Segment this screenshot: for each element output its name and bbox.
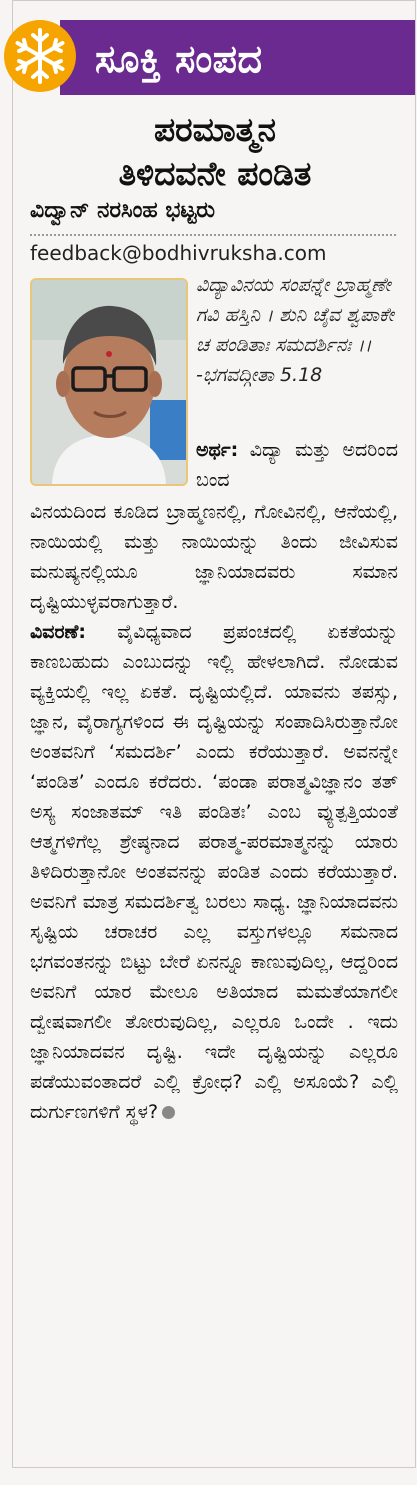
meaning-text-part-1: ವಿದ್ಯಾ ಮತ್ತು ಅದರಿಂದ ಬಂದ xyxy=(196,439,398,491)
headline xyxy=(20,108,410,196)
snowflake-icon xyxy=(4,20,76,92)
sanskrit-verse: ವಿದ್ಯಾವಿನಯ ಸಂಪನ್ನೇ ಬ್ರಾಹ್ಮಣೇ ಗವಿ ಹಸ್ತಿನಿ । ಶುನಿ ಚೈವ ಶ್ವಪಾಕೇ ಚ ಪಂಡಿತಾಃ ಸಮದರ್ಶಿನಃ ।। -ಭಗವದ್ಗೀತಾ 5.18 xyxy=(196,274,394,386)
meaning-text-part-2: ವಿನಯದಿಂದ ಕೂಡಿದ ಬ್ರಾಹ್ಮಣನಲ್ಲಿ, ಗೋವಿನಲ್ಲಿ, ಆನೆಯಲ್ಲಿ, ನಾಯಿಯಲ್ಲಿ ಮತ್ತು ನಾಯಿಯನ್ನು ತಿಂದು ಜೀವಿಸುವ ಮನುಷ್ಯನಲ್ಲಿಯೂ ಜ್ಞಾನಿಯಾದವರು ಸಮಾನ ದೃಷ್ಟಿಯುಳ್ಳವರಾಗುತ್ತಾರೆ. xyxy=(30,501,398,613)
section-title: ಸೂಕ್ತಿ ಸಂಪದ xyxy=(95,37,263,81)
meaning-start xyxy=(196,435,398,495)
meaning-label: ಅರ್ಥ: xyxy=(196,439,239,461)
explanation-text: ವೈವಿಧ್ಯವಾದ ಪ್ರಪಂಚದಲ್ಲಿ ಏಕತೆಯನ್ನು ಕಾಣಬಹುದು ಎಂಬುದನ್ನು ಇಲ್ಲಿ ಹೇಳಲಾಗಿದೆ. ನೋಡುವ ವ್ಯಕ್ತಿಯಲ್ಲಿ ಇಲ್ಲ ಏಕತೆ. ದೃಷ್ಟಿಯಲ್ಲಿದೆ. ಯಾವನು ತಪಸ್ಸು, ಜ್ಞಾನ, ವೈರಾಗ್ಯಗಳಿಂದ ಈ ದೃಷ್ಟಿಯನ್ನು ಸಂಪಾದಿಸಿರುತ್ತಾನೋ ಅಂತವನಿಗೆ ‘ಸಮದರ್ಶಿ’ ಎಂದು ಕರೆಯುತ್ತಾರೆ. ಅವನನ್ನೇ ‘ಪಂಡಿತ’ ಎಂದೂ ಕರೆದರು. ‘ಪಂಡಾ ಪರಾತ್ಮವಿಜ್ಞಾನಂ ತತ್ ಅಸ್ಯ ಸಂಜಾತಮ್ ಇತಿ ಪಂಡಿತಃ’ ಎಂಬ ವ್ಯುತ್ಪತ್ತಿಯಂತೆ ಆತ್ಮಗಳಿಗೆಲ್ಲ ಶ್ರೇಷ್ಠನಾದ ಪರಾತ್ಮ-ಪರಮಾತ್ಮನನ್ನು ಯಾರು ತಿಳಿದಿರುತ್ತಾನೋ ಅಂತವನನ್ನು ಪಂಡಿತ ಎಂದು ಕರೆಯುತ್ತಾರೆ. ಅವನಿಗೆ ಮಾತ್ರ ಸಮದರ್ಶಿತ್ವ ಬರಲು ಸಾಧ್ಯ. ಜ್ಞಾನಿಯಾದವನು ಸೃಷ್ಟಿಯ ಚರಾಚರ ಎಲ್ಲ ವಸ್ತುಗಳಲ್ಲೂ ಸಮನಾದ ಭಗವಂತನನ್ನು ಬಿಟ್ಟು ಬೇರೆ ಏನನ್ನೂ ಕಾಣುವುದಿಲ್ಲ, ಆದ್ದರಿಂದ ಅವನಿಗೆ ಯಾರ ಮೇಲೂ ಅತಿಯಾದ ಮಮತೆಯಾಗಲೀ ದ್ವೇಷವಾಗಲೀ ತೋರುವುದಿಲ್ಲ, ಎಲ್ಲರೂ ಒಂದೇ . ಇದು ಜ್ಞಾನಿಯಾದವನ ದೃಷ್ಟಿ. ಇದೇ ದೃಷ್ಟಿಯನ್ನು ಎಲ್ಲರೂ ಪಡೆಯುವಂತಾದರೆ ಎಲ್ಲಿ ಕ್ರೋಧ? ಎಲ್ಲಿ ಅಸೂಯೆ? ಎಲ್ಲಿ ದುರ್ಗುಣಗಳಿಗೆ ಸ್ಥಳ? xyxy=(30,621,398,1123)
headline-line-1: ಪರಮಾತ್ಮನ xyxy=(154,110,276,149)
dotted-divider xyxy=(30,234,396,236)
article-body xyxy=(30,497,398,1127)
author-byline: ವಿದ್ವಾನ್ ನರಸಿಂಹ ಭಟ್ಟರು xyxy=(30,198,215,223)
author-photo xyxy=(30,278,188,486)
headline-line-2: ತಿಳಿದವನೇ ಪಂಡಿತ xyxy=(118,154,312,193)
feedback-email-link[interactable]: feedback@bodhivruksha.com xyxy=(30,241,327,265)
end-mark-icon xyxy=(162,1106,175,1119)
explanation-paragraph xyxy=(30,617,398,1127)
explanation-label: ವಿವರಣೆ: xyxy=(30,621,86,643)
